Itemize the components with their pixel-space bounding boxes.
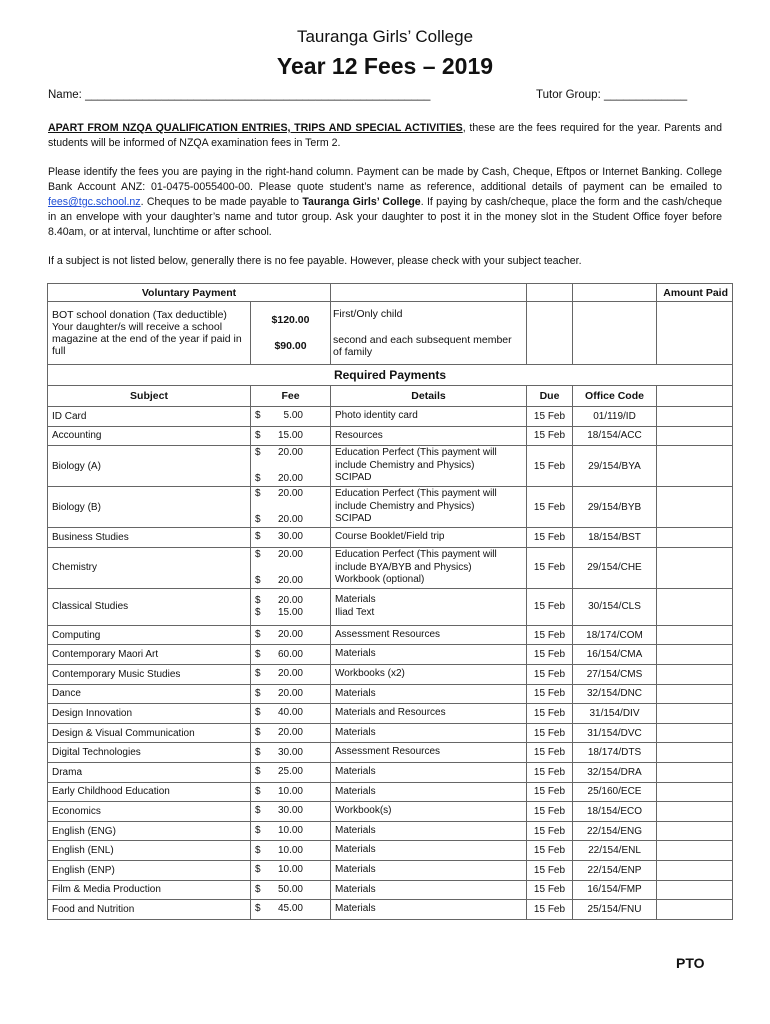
detail-line: Workbook(s) xyxy=(335,805,392,817)
details-cell xyxy=(331,407,527,427)
office-code-cell: 01/119/ID xyxy=(573,407,657,427)
currency-symbol: $ xyxy=(255,410,261,422)
name-blank[interactable]: ______________________________________________________ xyxy=(85,89,431,101)
currency-symbol: $ xyxy=(255,785,261,797)
amount-paid-cell[interactable] xyxy=(657,664,733,684)
required-rows xyxy=(48,407,733,920)
amount-paid-cell[interactable] xyxy=(657,588,733,625)
subject-cell: Food and Nutrition xyxy=(48,900,251,920)
table-row xyxy=(48,880,733,900)
detail-line: include BYA/BYB and Physics) xyxy=(335,561,472,573)
subject-cell: English (ENL) xyxy=(48,841,251,861)
amount-paid-cell[interactable] xyxy=(657,487,733,528)
table-row xyxy=(48,684,733,704)
currency-symbol: $ xyxy=(255,548,261,560)
fee-cell xyxy=(251,528,331,548)
office-code-cell: 25/160/ECE xyxy=(573,782,657,802)
due-cell: 15 Feb xyxy=(527,664,573,684)
office-code-cell: 18/174/DTS xyxy=(573,743,657,763)
voluntary-heading: Voluntary Payment xyxy=(48,284,331,302)
due-cell: 15 Feb xyxy=(527,841,573,861)
page-title: Year 12 Fees – 2019 xyxy=(276,53,494,79)
detail-line: Workbooks (x2) xyxy=(335,668,405,680)
fee-cell xyxy=(251,821,331,841)
fee-amount: 50.00 xyxy=(277,883,303,895)
currency-symbol: $ xyxy=(255,903,261,915)
fee-amount: 10.00 xyxy=(277,844,303,856)
detail-line: Photo identity card xyxy=(335,410,418,422)
amount-paid-cell[interactable] xyxy=(657,841,733,861)
amount-paid-cell[interactable] xyxy=(657,547,733,588)
donation-amount-paid-cell[interactable] xyxy=(657,302,733,365)
donation-detail-subsequent: second and each subsequent member of family xyxy=(333,334,512,358)
fee-amount: 20.00 xyxy=(277,668,303,680)
due-cell: 15 Feb xyxy=(527,528,573,548)
due-cell: 15 Feb xyxy=(527,407,573,427)
fee-amount: 45.00 xyxy=(277,903,303,915)
fee-amount: 15.00 xyxy=(277,429,303,441)
table-row xyxy=(48,407,733,427)
fee-amount: 20.00 xyxy=(277,514,303,526)
details-cell xyxy=(331,900,527,920)
fee-cell xyxy=(251,841,331,861)
name-field[interactable] xyxy=(48,89,430,101)
subject-cell: Chemistry xyxy=(48,547,251,588)
fee-line xyxy=(255,549,326,561)
currency-symbol: $ xyxy=(255,606,261,618)
table-row xyxy=(48,645,733,665)
intro-paragraph-1 xyxy=(48,121,722,151)
fee-cell xyxy=(251,684,331,704)
fee-line xyxy=(255,747,326,759)
details-cell xyxy=(331,743,527,763)
currency-symbol: $ xyxy=(255,844,261,856)
fee-cell xyxy=(251,588,331,625)
fee-cell xyxy=(251,743,331,763)
fee-amount: 10.00 xyxy=(277,825,303,837)
office-code-cell: 18/154/BST xyxy=(573,528,657,548)
fee-line xyxy=(255,595,326,607)
pto-label: PTO xyxy=(676,955,705,971)
fee-amount: 60.00 xyxy=(277,648,303,660)
detail-line: Materials xyxy=(335,765,376,777)
due-cell: 15 Feb xyxy=(527,588,573,625)
fee-cell xyxy=(251,860,331,880)
details-cell xyxy=(331,547,527,588)
currency-symbol: $ xyxy=(255,766,261,778)
detail-line: Materials xyxy=(335,903,376,915)
donation-amount-first: $120.00 xyxy=(271,314,310,326)
fee-cell xyxy=(251,762,331,782)
detail-line: Assessment Resources xyxy=(335,628,441,640)
column-fee: Fee xyxy=(251,386,331,407)
due-cell: 15 Feb xyxy=(527,821,573,841)
office-code-cell: 16/154/FMP xyxy=(573,880,657,900)
fee-amount: 20.00 xyxy=(277,473,303,485)
subject-cell: Dance xyxy=(48,684,251,704)
fee-line xyxy=(255,607,326,619)
fee-cell xyxy=(251,645,331,665)
currency-symbol: $ xyxy=(255,429,261,441)
donation-details xyxy=(331,302,527,365)
detail-line: Materials xyxy=(335,594,376,606)
currency-symbol: $ xyxy=(255,727,261,739)
due-cell: 15 Feb xyxy=(527,782,573,802)
office-code-cell: 29/154/BYA xyxy=(573,446,657,487)
school-name: Tauranga Girls’ College xyxy=(296,27,474,46)
fee-line xyxy=(255,903,326,915)
table-row xyxy=(48,900,733,920)
currency-symbol: $ xyxy=(255,687,261,699)
fee-cell xyxy=(251,723,331,743)
detail-line: Education Perfect (This payment will xyxy=(335,447,497,459)
office-code-cell: 18/154/ECO xyxy=(573,802,657,822)
intro-emphasis: APART FROM NZQA QUALIFICATION ENTRIES, TRIPS AND SPECIAL ACTIVITIES xyxy=(48,122,463,134)
office-code-cell: 22/154/ENL xyxy=(573,841,657,861)
fee-cell xyxy=(251,782,331,802)
due-cell: 15 Feb xyxy=(527,625,573,645)
fee-line xyxy=(255,688,326,700)
subject-cell: Classical Studies xyxy=(48,588,251,625)
due-cell: 15 Feb xyxy=(527,487,573,528)
table-row xyxy=(48,547,733,588)
fee-line xyxy=(255,845,326,857)
subject-cell: Early Childhood Education xyxy=(48,782,251,802)
subject-cell: Design Innovation xyxy=(48,704,251,724)
intro-p2-text-a: Please identify the fees you are paying in the right-hand column. Payment can be made by Cash, Cheque, Eftpos or Internet Banking. College Bank Account ANZ: 01-0475-0055400-00. Please quote student’s name as reference, additional details of payment can be emailed to xyxy=(48,166,722,193)
fee-cell xyxy=(251,547,331,588)
table-row xyxy=(48,426,733,446)
table-row xyxy=(48,704,733,724)
due-cell: 15 Feb xyxy=(527,860,573,880)
detail-line: Materials xyxy=(335,648,376,660)
detail-line: include Chemistry and Physics) xyxy=(335,500,475,512)
fee-amount: 20.00 xyxy=(277,594,303,606)
currency-symbol: $ xyxy=(255,514,261,526)
office-code-cell: 25/154/FNU xyxy=(573,900,657,920)
due-cell: 15 Feb xyxy=(527,900,573,920)
fee-amount: 5.00 xyxy=(283,410,303,422)
fee-cell xyxy=(251,407,331,427)
donation-description: BOT school donation (Tax deductible) Your daughter/s will receive a school magazine at the end of the year if paid in full xyxy=(48,302,251,365)
currency-symbol: $ xyxy=(255,707,261,719)
details-cell xyxy=(331,704,527,724)
due-cell: 15 Feb xyxy=(527,446,573,487)
subject-cell: Drama xyxy=(48,762,251,782)
amount-paid-cell[interactable] xyxy=(657,645,733,665)
fee-line xyxy=(255,766,326,778)
due-cell: 15 Feb xyxy=(527,802,573,822)
details-cell xyxy=(331,664,527,684)
subject-cell: Biology (A) xyxy=(48,446,251,487)
details-cell xyxy=(331,802,527,822)
due-cell: 15 Feb xyxy=(527,426,573,446)
details-cell xyxy=(331,821,527,841)
details-cell xyxy=(331,782,527,802)
currency-symbol: $ xyxy=(255,488,261,500)
subject-cell: Design & Visual Communication xyxy=(48,723,251,743)
fee-line xyxy=(255,805,326,817)
fee-line xyxy=(255,473,326,485)
fee-cell xyxy=(251,446,331,487)
fee-amount: 30.00 xyxy=(277,805,303,817)
fee-line xyxy=(255,488,326,500)
detail-line: include Chemistry and Physics) xyxy=(335,459,475,471)
intro-p1-text: , these are the fees required for the year. Parents and students will be informed of NZQA examination fees in Term 2. xyxy=(48,122,723,149)
details-cell xyxy=(331,487,527,528)
due-cell: 15 Feb xyxy=(527,723,573,743)
required-heading: Required Payments xyxy=(48,365,733,386)
currency-symbol: $ xyxy=(255,473,261,485)
column-subject: Subject xyxy=(48,386,251,407)
office-code-cell: 29/154/CHE xyxy=(573,547,657,588)
intro-p2-text-b: . Cheques to be made payable to xyxy=(140,196,303,208)
office-code-cell: 32/154/DRA xyxy=(573,762,657,782)
details-cell xyxy=(331,684,527,704)
fee-cell xyxy=(251,900,331,920)
fee-line xyxy=(255,410,326,422)
table-row xyxy=(48,743,733,763)
fee-amount: 10.00 xyxy=(277,785,303,797)
office-code-cell: 30/154/CLS xyxy=(573,588,657,625)
fee-line xyxy=(255,864,326,876)
amount-paid-cell[interactable] xyxy=(657,426,733,446)
office-code-cell: 18/174/COM xyxy=(573,625,657,645)
table-row xyxy=(48,821,733,841)
fee-line xyxy=(255,514,326,526)
table-row xyxy=(48,588,733,625)
details-cell xyxy=(331,645,527,665)
amount-paid-cell[interactable] xyxy=(657,723,733,743)
details-cell xyxy=(331,723,527,743)
tutor-group-blank[interactable]: _____________ xyxy=(603,89,688,101)
currency-symbol: $ xyxy=(255,447,261,459)
currency-symbol: $ xyxy=(255,825,261,837)
fee-line xyxy=(255,575,326,587)
fee-cell xyxy=(251,487,331,528)
due-cell: 15 Feb xyxy=(527,684,573,704)
fee-amount: 40.00 xyxy=(277,707,303,719)
currency-symbol: $ xyxy=(255,805,261,817)
fee-line xyxy=(255,430,326,442)
subject-cell: Economics xyxy=(48,802,251,822)
details-cell xyxy=(331,588,527,625)
detail-line: Materials xyxy=(335,726,376,738)
amount-paid-cell[interactable] xyxy=(657,743,733,763)
fee-amount: 20.00 xyxy=(277,727,303,739)
fee-line xyxy=(255,884,326,896)
office-code-cell: 29/154/BYB xyxy=(573,487,657,528)
subject-cell: English (ENG) xyxy=(48,821,251,841)
table-row xyxy=(48,782,733,802)
amount-paid-cell[interactable] xyxy=(657,860,733,880)
office-code-cell: 18/154/ACC xyxy=(573,426,657,446)
subject-cell: Film & Media Production xyxy=(48,880,251,900)
currency-symbol: $ xyxy=(255,883,261,895)
fee-line xyxy=(255,531,326,543)
detail-line: Materials xyxy=(335,824,376,836)
due-cell: 15 Feb xyxy=(527,762,573,782)
amount-paid-cell[interactable] xyxy=(657,802,733,822)
due-cell: 15 Feb xyxy=(527,704,573,724)
intro-paragraph-2 xyxy=(48,165,722,240)
detail-line: Assessment Resources xyxy=(335,746,441,758)
detail-line: SCIPAD xyxy=(335,513,372,525)
details-cell xyxy=(331,762,527,782)
details-cell xyxy=(331,446,527,487)
fee-line xyxy=(255,668,326,680)
table-row xyxy=(48,664,733,684)
amount-paid-cell[interactable] xyxy=(657,900,733,920)
subject-cell: Contemporary Music Studies xyxy=(48,664,251,684)
amount-paid-cell[interactable] xyxy=(657,704,733,724)
detail-line: Materials xyxy=(335,883,376,895)
table-row xyxy=(48,528,733,548)
amount-paid-heading: Amount Paid xyxy=(657,284,733,302)
fee-line xyxy=(255,447,326,459)
fee-amount: 20.00 xyxy=(277,447,303,459)
subject-cell: Contemporary Maori Art xyxy=(48,645,251,665)
due-cell: 15 Feb xyxy=(527,743,573,763)
subject-cell: Biology (B) xyxy=(48,487,251,528)
currency-symbol: $ xyxy=(255,668,261,680)
fee-cell xyxy=(251,704,331,724)
subject-cell: ID Card xyxy=(48,407,251,427)
fee-line xyxy=(255,825,326,837)
office-code-cell: 16/154/CMA xyxy=(573,645,657,665)
details-cell xyxy=(331,625,527,645)
office-code-cell: 32/154/DNC xyxy=(573,684,657,704)
fee-amount: 30.00 xyxy=(277,746,303,758)
donation-amount-subsequent: $90.00 xyxy=(274,340,307,352)
currency-symbol: $ xyxy=(255,629,261,641)
fee-line xyxy=(255,707,326,719)
table-row xyxy=(48,625,733,645)
amount-paid-cell[interactable] xyxy=(657,762,733,782)
amount-paid-cell[interactable] xyxy=(657,446,733,487)
payee-name: Tauranga Girls’ College xyxy=(302,196,421,208)
fee-amount: 20.00 xyxy=(277,687,303,699)
office-code-cell: 22/154/ENP xyxy=(573,860,657,880)
tutor-group-label: Tutor Group: xyxy=(536,89,601,101)
due-cell: 15 Feb xyxy=(527,645,573,665)
fee-cell xyxy=(251,625,331,645)
currency-symbol: $ xyxy=(255,574,261,586)
amount-paid-cell[interactable] xyxy=(657,684,733,704)
fee-line xyxy=(255,629,326,641)
column-details: Details xyxy=(331,386,527,407)
table-row xyxy=(48,487,733,528)
fee-line xyxy=(255,727,326,739)
details-cell xyxy=(331,528,527,548)
donation-amounts xyxy=(251,302,331,365)
fees-table xyxy=(47,283,733,920)
subject-cell: Business Studies xyxy=(48,528,251,548)
details-cell xyxy=(331,880,527,900)
amount-paid-cell[interactable] xyxy=(657,782,733,802)
subject-cell: Digital Technologies xyxy=(48,743,251,763)
fee-cell xyxy=(251,664,331,684)
fee-amount: 20.00 xyxy=(277,574,303,586)
office-code-cell: 31/154/DIV xyxy=(573,704,657,724)
column-due: Due xyxy=(527,386,573,407)
currency-symbol: $ xyxy=(255,746,261,758)
intro-p2-text-c: . If paying by cash/cheque, place the form and the cash/cheque in an envelope with your daughter’s name and tutor group. Ask your daughter to post it in the money slot in the Student Office foyer before 8.40am, or at interval, lunchtime or after school. xyxy=(48,196,722,238)
tutor-group-field[interactable] xyxy=(536,89,687,101)
due-cell: 15 Feb xyxy=(527,880,573,900)
detail-line: Materials and Resources xyxy=(335,707,446,719)
currency-symbol: $ xyxy=(255,864,261,876)
fee-amount: 20.00 xyxy=(277,548,303,560)
office-code-cell: 31/154/DVC xyxy=(573,723,657,743)
currency-symbol: $ xyxy=(255,531,261,543)
intro-paragraph-3: If a subject is not listed below, generally there is no fee payable. However, please check with your subject teacher. xyxy=(48,255,582,267)
subject-cell: English (ENP) xyxy=(48,860,251,880)
fees-email-link[interactable]: fees@tgc.school.nz xyxy=(48,196,141,208)
currency-symbol: $ xyxy=(255,648,261,660)
amount-paid-cell[interactable] xyxy=(657,625,733,645)
subject-cell: Computing xyxy=(48,625,251,645)
detail-line: Education Perfect (This payment will xyxy=(335,488,497,500)
fee-cell xyxy=(251,426,331,446)
currency-symbol: $ xyxy=(255,594,261,606)
table-row xyxy=(48,446,733,487)
name-label: Name: xyxy=(48,89,82,101)
table-row xyxy=(48,841,733,861)
fee-amount: 15.00 xyxy=(277,606,303,618)
subject-cell: Accounting xyxy=(48,426,251,446)
detail-line: Materials xyxy=(335,687,376,699)
fee-amount: 20.00 xyxy=(277,629,303,641)
fee-cell xyxy=(251,880,331,900)
detail-line: Education Perfect (This payment will xyxy=(335,549,497,561)
table-row xyxy=(48,802,733,822)
fee-cell xyxy=(251,802,331,822)
table-row xyxy=(48,860,733,880)
fee-line xyxy=(255,649,326,661)
detail-line: Workbook (optional) xyxy=(335,574,425,586)
detail-line: Iliad Text xyxy=(335,606,375,618)
office-code-cell: 22/154/ENG xyxy=(573,821,657,841)
detail-line: Materials xyxy=(335,863,376,875)
detail-line: Resources xyxy=(335,429,383,441)
due-cell: 15 Feb xyxy=(527,547,573,588)
amount-paid-cell[interactable] xyxy=(657,528,733,548)
amount-paid-cell[interactable] xyxy=(657,880,733,900)
column-office-code: Office Code xyxy=(573,386,657,407)
office-code-cell: 27/154/CMS xyxy=(573,664,657,684)
details-cell xyxy=(331,426,527,446)
fee-amount: 20.00 xyxy=(277,488,303,500)
donation-detail-first: First/Only child xyxy=(333,308,403,320)
table-row xyxy=(48,723,733,743)
detail-line: Course Booklet/Field trip xyxy=(335,531,445,543)
detail-line: Materials xyxy=(335,844,376,856)
detail-line: Materials xyxy=(335,785,376,797)
amount-paid-cell[interactable] xyxy=(657,821,733,841)
detail-line: SCIPAD xyxy=(335,472,372,484)
fee-amount: 25.00 xyxy=(277,766,303,778)
fee-amount: 30.00 xyxy=(277,531,303,543)
fee-amount: 10.00 xyxy=(277,864,303,876)
details-cell xyxy=(331,860,527,880)
fee-line xyxy=(255,786,326,798)
amount-paid-cell[interactable] xyxy=(657,407,733,427)
table-row xyxy=(48,762,733,782)
details-cell xyxy=(331,841,527,861)
